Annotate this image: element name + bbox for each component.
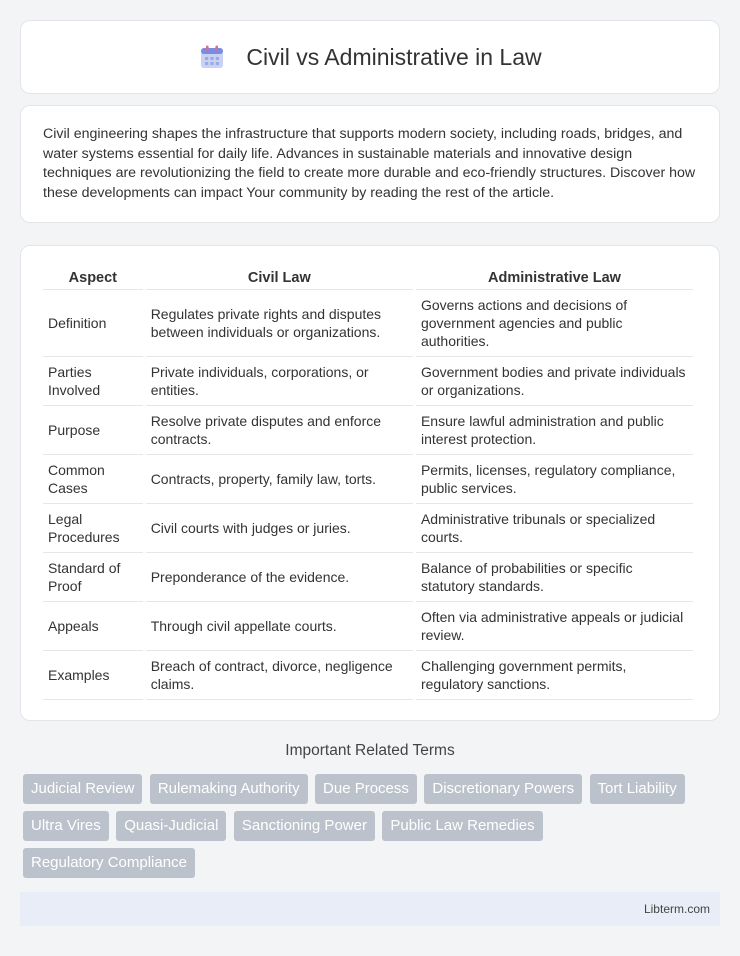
table-cell: Breach of contract, divorce, negligence claims. (146, 651, 413, 700)
table-row (43, 602, 693, 651)
intro-card (20, 105, 720, 223)
calendar-icon (198, 43, 226, 71)
table-cell: Common Cases (43, 455, 143, 504)
table-cell: Permits, licenses, regulatory compliance, public services. (416, 455, 693, 504)
term-tag[interactable]: Quasi-Judicial (116, 811, 226, 841)
column-header: Civil Law (146, 266, 413, 290)
table-row (43, 406, 693, 455)
table-cell: Legal Procedures (43, 504, 143, 553)
comparison-table-card (20, 245, 720, 721)
table-cell: Purpose (43, 406, 143, 455)
table-cell: Preponderance of the evidence. (146, 553, 413, 602)
table-row (43, 290, 693, 357)
page-title: Civil vs Administrative in Law (246, 43, 542, 70)
table-cell: Often via administrative appeals or judicial review. (416, 602, 693, 651)
term-tag[interactable]: Ultra Vires (23, 811, 109, 841)
term-tag[interactable]: Rulemaking Authority (150, 774, 308, 804)
term-tag[interactable]: Tort Liability (590, 774, 685, 804)
term-tag[interactable]: Regulatory Compliance (23, 848, 195, 878)
table-cell: Parties Involved (43, 357, 143, 406)
table-cell: Regulates private rights and disputes between individuals or organizations. (146, 290, 413, 357)
table-cell: Challenging government permits, regulatory sanctions. (416, 651, 693, 700)
intro-text: Civil engineering shapes the infrastructure that supports modern society, including roads, bridges, and water systems essential for daily life. Advances in sustainable materials and innovative design techniques are revolutionizing the field to create more durable and eco-friendly structures. Discover how these developments can impact Your community by reading the rest of the article. (43, 126, 696, 201)
table-cell: Governs actions and decisions of government agencies and public authorities. (416, 290, 693, 357)
table-cell: Standard of Proof (43, 553, 143, 602)
term-tag[interactable]: Judicial Review (23, 774, 142, 804)
table-cell: Definition (43, 290, 143, 357)
table-cell: Civil courts with judges or juries. (146, 504, 413, 553)
table-row (43, 651, 693, 700)
comparison-table (40, 266, 696, 700)
table-cell: Balance of probabilities or specific statutory standards. (416, 553, 693, 602)
term-tag[interactable]: Due Process (315, 774, 417, 804)
table-header-row (43, 266, 693, 290)
table-cell: Examples (43, 651, 143, 700)
term-tag[interactable]: Discretionary Powers (424, 774, 582, 804)
table-row (43, 455, 693, 504)
footer-site-link[interactable]: Libterm.com (643, 902, 710, 916)
table-cell: Government bodies and private individuals or organizations. (416, 357, 693, 406)
table-row (43, 504, 693, 553)
table-cell: Through civil appellate courts. (146, 602, 413, 651)
related-terms-title: Important Related Terms (285, 742, 455, 759)
table-cell: Administrative tribunals or specialized courts. (416, 504, 693, 553)
table-cell: Resolve private disputes and enforce contracts. (146, 406, 413, 455)
related-terms-list (23, 774, 723, 885)
table-row (43, 357, 693, 406)
column-header: Administrative Law (416, 266, 693, 290)
table-cell: Private individuals, corporations, or entities. (146, 357, 413, 406)
column-header: Aspect (43, 266, 143, 290)
term-tag[interactable]: Public Law Remedies (382, 811, 542, 841)
term-tag[interactable]: Sanctioning Power (234, 811, 375, 841)
header-card (20, 20, 720, 94)
table-row (43, 553, 693, 602)
footer (20, 892, 720, 926)
table-cell: Contracts, property, family law, torts. (146, 455, 413, 504)
table-cell: Appeals (43, 602, 143, 651)
table-cell: Ensure lawful administration and public interest protection. (416, 406, 693, 455)
